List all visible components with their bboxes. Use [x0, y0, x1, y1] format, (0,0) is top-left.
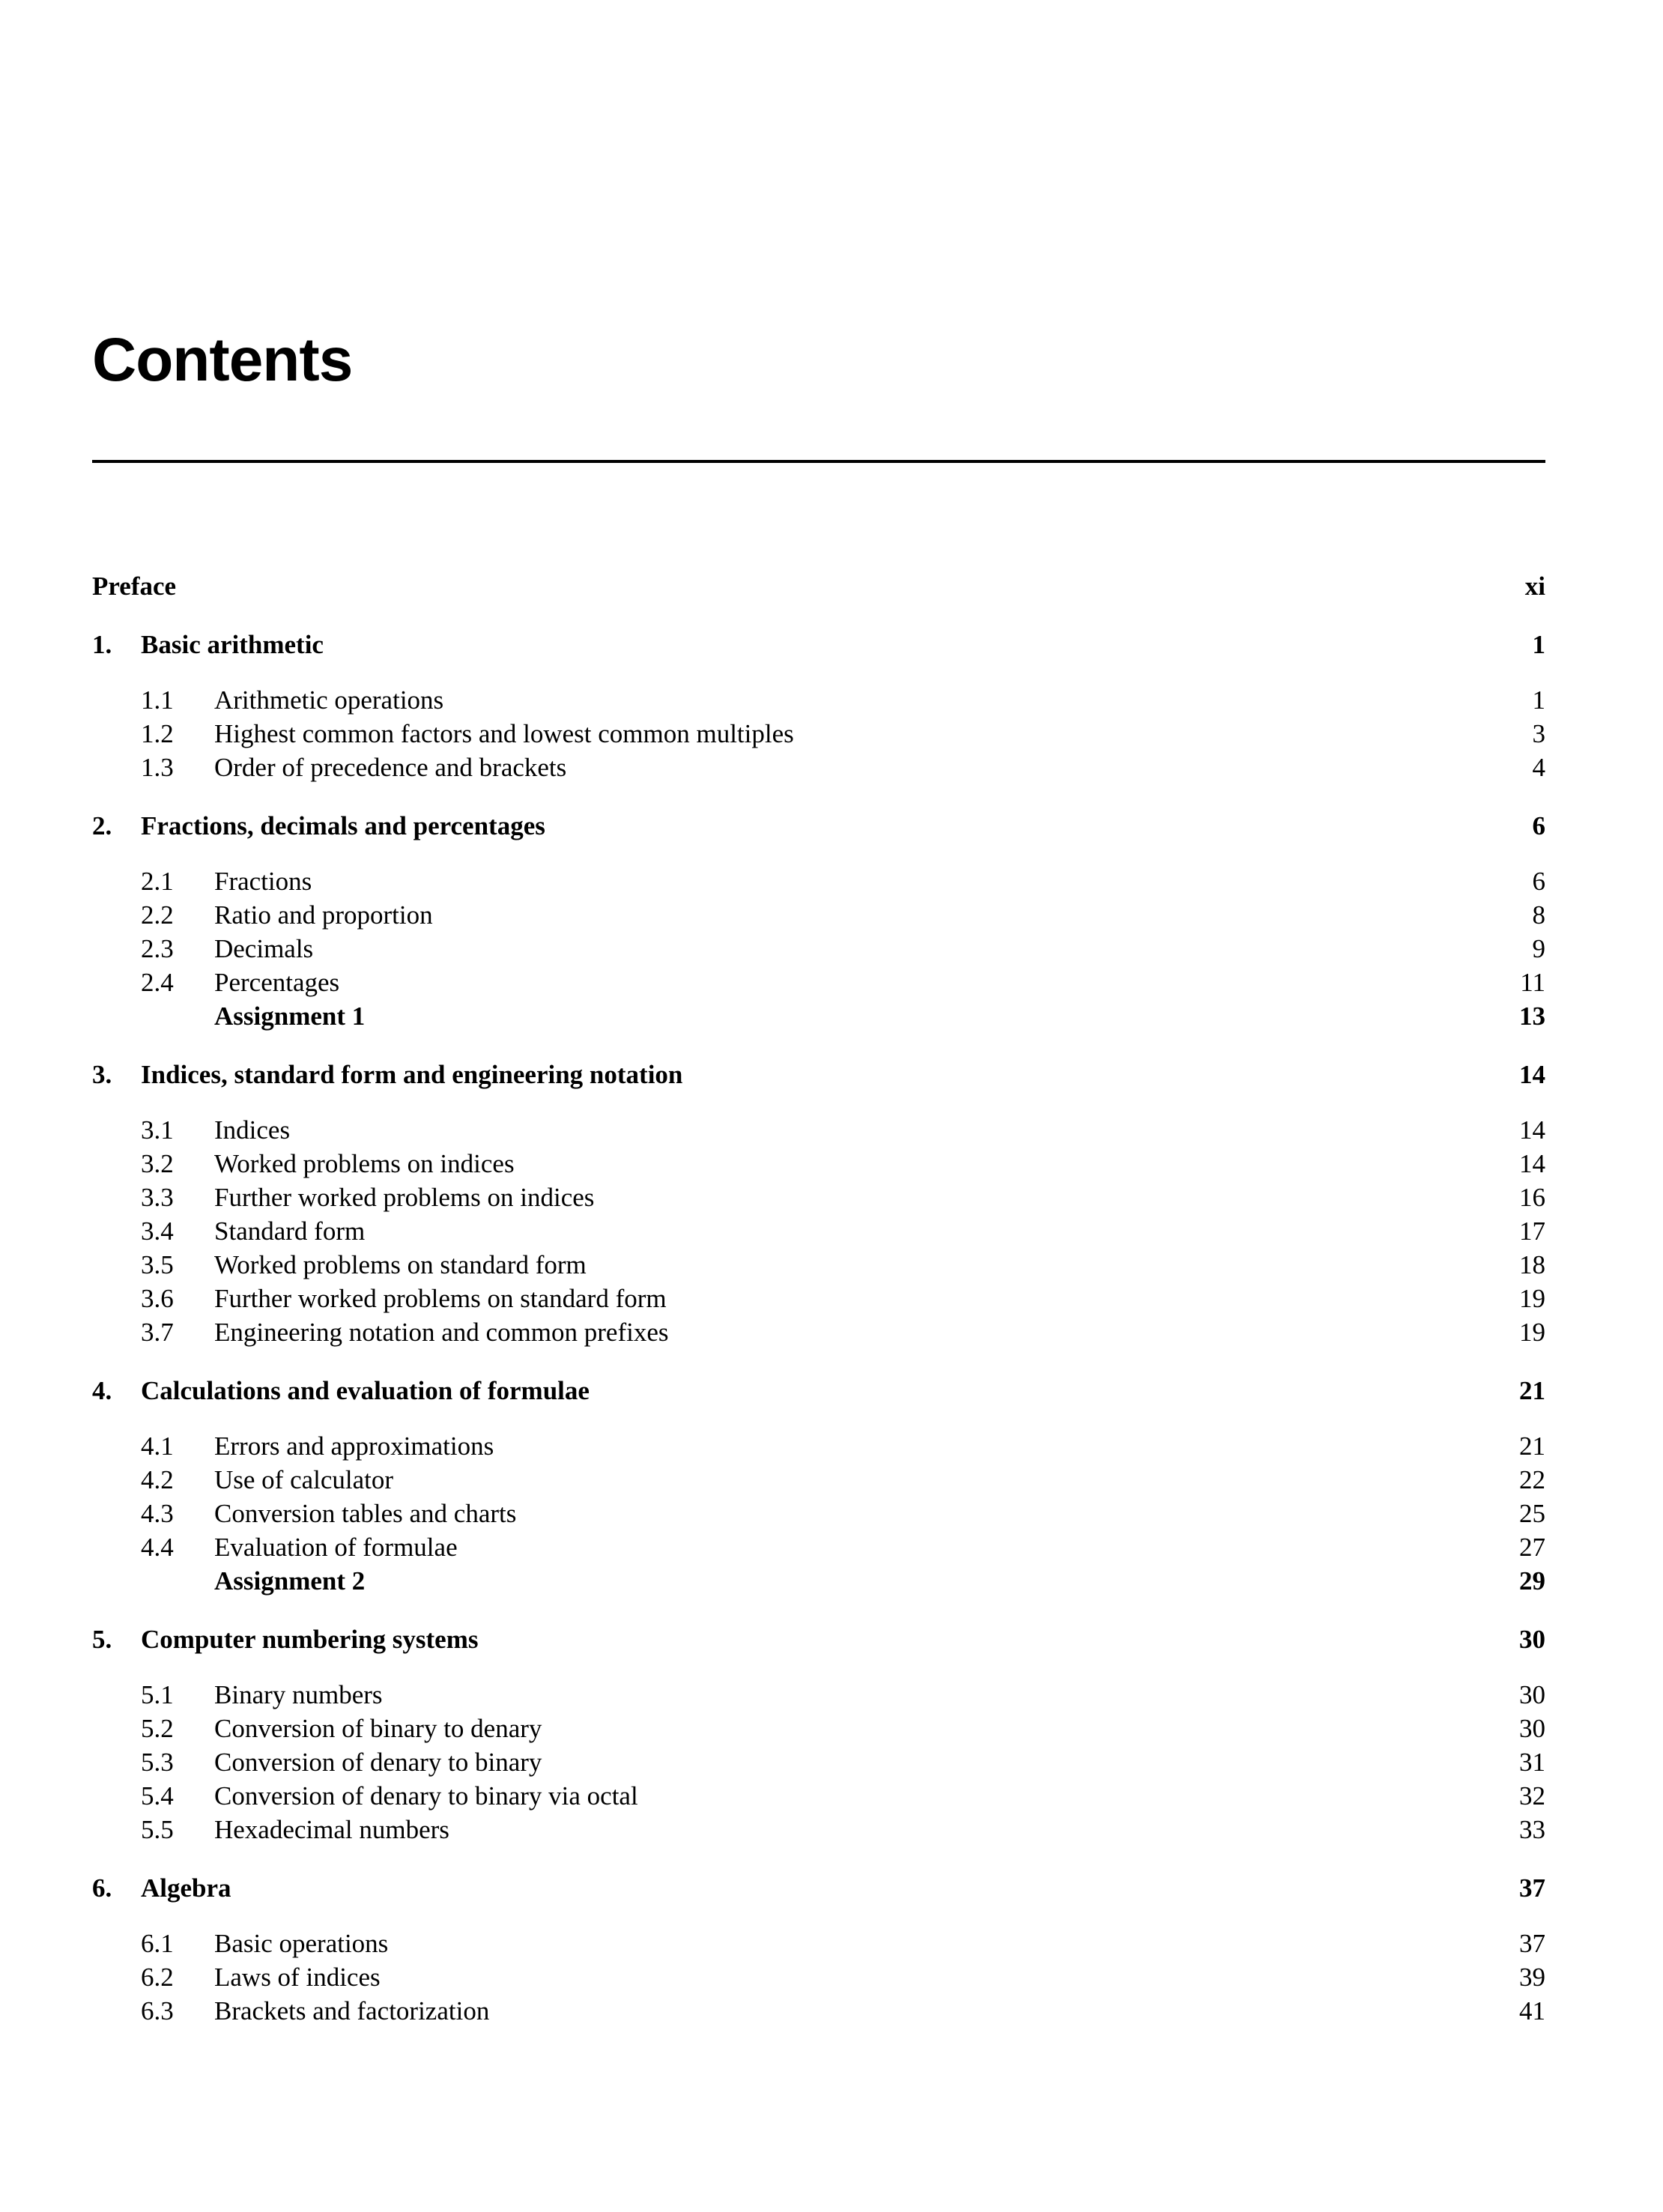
assignment-title: Assignment 1 — [214, 1002, 366, 1031]
toc-page-number: 14 — [1519, 1115, 1545, 1145]
section-number: 6.3 — [141, 1996, 174, 2025]
toc-page-number: 17 — [1519, 1216, 1545, 1246]
toc-section-1-3[interactable] — [92, 751, 1545, 784]
toc-page-number: 9 — [1532, 934, 1545, 963]
toc-section-5-1[interactable] — [92, 1678, 1545, 1712]
toc-page-number: 16 — [1519, 1183, 1545, 1212]
section-number: 3.1 — [141, 1115, 174, 1145]
toc-chapter-1[interactable] — [92, 628, 1545, 661]
section-number: 2.4 — [141, 968, 174, 997]
section-title: Conversion of binary to denary — [214, 1714, 542, 1743]
toc-section-3-4[interactable] — [92, 1214, 1545, 1248]
section-number: 1.2 — [141, 719, 174, 748]
section-title: Fractions — [214, 867, 312, 896]
chapter-number: 3. — [92, 1060, 112, 1089]
section-number: 3.5 — [141, 1250, 174, 1279]
toc-entry-label: Preface — [92, 572, 177, 601]
toc-chapter-4[interactable] — [92, 1374, 1545, 1408]
title-divider — [92, 460, 1545, 463]
chapter-number: 4. — [92, 1376, 112, 1405]
toc-page-number: 14 — [1519, 1149, 1545, 1178]
section-number: 4.1 — [141, 1431, 174, 1461]
section-number: 3.4 — [141, 1216, 174, 1246]
toc-entry-preface[interactable] — [92, 569, 1545, 603]
toc-section-6-3[interactable] — [92, 1994, 1545, 2028]
toc-section-4-1[interactable] — [92, 1429, 1545, 1463]
section-title: Errors and approximations — [214, 1431, 494, 1461]
toc-page-number: 30 — [1519, 1714, 1545, 1743]
section-title: Further worked problems on standard form — [214, 1284, 667, 1313]
toc-page-number: 41 — [1519, 1996, 1545, 2025]
toc-section-2-1[interactable] — [92, 864, 1545, 898]
section-number: 3.7 — [141, 1318, 174, 1347]
toc-page-number: 19 — [1519, 1318, 1545, 1347]
section-title: Decimals — [214, 934, 314, 963]
toc-section-2-2[interactable] — [92, 898, 1545, 932]
toc-chapter-3[interactable] — [92, 1058, 1545, 1091]
section-title: Order of precedence and brackets — [214, 753, 567, 782]
toc-section-4-3[interactable] — [92, 1497, 1545, 1530]
section-number: 2.2 — [141, 900, 174, 930]
section-number: 4.2 — [141, 1465, 174, 1494]
section-title: Laws of indices — [214, 1963, 381, 1992]
section-title: Arithmetic operations — [214, 685, 444, 715]
toc-section-1-2[interactable] — [92, 717, 1545, 751]
toc-section-3-3[interactable] — [92, 1181, 1545, 1214]
section-title: Hexadecimal numbers — [214, 1815, 449, 1844]
toc-section-5-3[interactable] — [92, 1745, 1545, 1779]
toc-page-number: 4 — [1532, 753, 1545, 782]
section-number: 4.4 — [141, 1533, 174, 1562]
section-title: Highest common factors and lowest common multiples — [214, 719, 794, 748]
toc-section-4-2[interactable] — [92, 1463, 1545, 1497]
table-of-contents — [92, 569, 1545, 2028]
toc-assignment[interactable] — [92, 1564, 1545, 1598]
section-title: Binary numbers — [214, 1680, 383, 1709]
toc-section-2-3[interactable] — [92, 932, 1545, 966]
section-title: Conversion of denary to binary via octal — [214, 1781, 638, 1810]
toc-page-number: 25 — [1519, 1499, 1545, 1528]
toc-page-number: 22 — [1519, 1465, 1545, 1494]
section-title: Engineering notation and common prefixes — [214, 1318, 669, 1347]
toc-page-number: 6 — [1532, 867, 1545, 896]
toc-page-number: 19 — [1519, 1284, 1545, 1313]
toc-page-number: 30 — [1519, 1680, 1545, 1709]
toc-page-number: 37 — [1519, 1873, 1545, 1903]
section-title: Further worked problems on indices — [214, 1183, 595, 1212]
section-number: 6.1 — [141, 1929, 174, 1958]
toc-page-number: 27 — [1519, 1533, 1545, 1562]
section-number: 3.2 — [141, 1149, 174, 1178]
toc-section-5-2[interactable] — [92, 1712, 1545, 1745]
chapter-title: Calculations and evaluation of formulae — [141, 1376, 590, 1405]
chapter-number: 6. — [92, 1873, 112, 1903]
toc-section-2-4[interactable] — [92, 966, 1545, 999]
chapter-number: 5. — [92, 1625, 112, 1654]
section-title: Worked problems on indices — [214, 1149, 515, 1178]
toc-page-number: 11 — [1520, 968, 1545, 997]
section-title: Conversion of denary to binary — [214, 1748, 542, 1777]
section-number: 5.1 — [141, 1680, 174, 1709]
toc-page-number: 30 — [1519, 1625, 1545, 1654]
section-title: Use of calculator — [214, 1465, 394, 1494]
toc-page-number: 18 — [1519, 1250, 1545, 1279]
toc-section-3-7[interactable] — [92, 1315, 1545, 1349]
toc-page-number: 32 — [1519, 1781, 1545, 1810]
toc-page-number: 21 — [1519, 1376, 1545, 1405]
page-title: Contents — [92, 326, 353, 394]
section-title: Conversion tables and charts — [214, 1499, 517, 1528]
section-title: Brackets and factorization — [214, 1996, 490, 2025]
assignment-title: Assignment 2 — [214, 1566, 366, 1596]
section-title: Worked problems on standard form — [214, 1250, 587, 1279]
chapter-title: Basic arithmetic — [141, 630, 324, 659]
section-number: 1.3 — [141, 753, 174, 782]
chapter-title: Computer numbering systems — [141, 1625, 479, 1654]
chapter-title: Algebra — [141, 1873, 231, 1903]
section-number: 6.2 — [141, 1963, 174, 1992]
section-number: 2.3 — [141, 934, 174, 963]
toc-page-number: 1 — [1532, 630, 1545, 659]
toc-section-3-5[interactable] — [92, 1248, 1545, 1282]
toc-section-6-1[interactable] — [92, 1927, 1545, 1960]
section-title: Basic operations — [214, 1929, 389, 1958]
section-title: Percentages — [214, 968, 340, 997]
toc-section-3-1[interactable] — [92, 1113, 1545, 1147]
section-title: Standard form — [214, 1216, 366, 1246]
section-number: 5.5 — [141, 1815, 174, 1844]
toc-page-number: 6 — [1532, 811, 1545, 840]
section-title: Indices — [214, 1115, 291, 1145]
chapter-title: Indices, standard form and engineering notation — [141, 1060, 683, 1089]
toc-page-number: 14 — [1519, 1060, 1545, 1089]
toc-page-number: 33 — [1519, 1815, 1545, 1844]
toc-section-5-4[interactable] — [92, 1779, 1545, 1813]
toc-page-number: 39 — [1519, 1963, 1545, 1992]
toc-page-number: 3 — [1532, 719, 1545, 748]
toc-page-number: 21 — [1519, 1431, 1545, 1461]
toc-section-1-1[interactable] — [92, 683, 1545, 717]
toc-page-number: 13 — [1519, 1002, 1545, 1031]
chapter-number: 1. — [92, 630, 112, 659]
toc-section-6-2[interactable] — [92, 1960, 1545, 1994]
toc-chapter-5[interactable] — [92, 1622, 1545, 1656]
section-number: 1.1 — [141, 685, 174, 715]
toc-section-4-4[interactable] — [92, 1530, 1545, 1564]
section-number: 5.4 — [141, 1781, 174, 1810]
toc-assignment[interactable] — [92, 999, 1545, 1033]
section-title: Ratio and proportion — [214, 900, 433, 930]
section-number: 3.3 — [141, 1183, 174, 1212]
toc-section-3-6[interactable] — [92, 1282, 1545, 1315]
section-number: 4.3 — [141, 1499, 174, 1528]
toc-page-number: 8 — [1532, 900, 1545, 930]
toc-page-number: xi — [1524, 572, 1545, 601]
chapter-number: 2. — [92, 811, 112, 840]
toc-section-3-2[interactable] — [92, 1147, 1545, 1181]
section-number: 5.2 — [141, 1714, 174, 1743]
toc-chapter-2[interactable] — [92, 809, 1545, 843]
section-number: 3.6 — [141, 1284, 174, 1313]
toc-page-number: 1 — [1532, 685, 1545, 715]
toc-page-number: 29 — [1519, 1566, 1545, 1596]
toc-page-number: 37 — [1519, 1929, 1545, 1958]
section-number: 5.3 — [141, 1748, 174, 1777]
section-title: Evaluation of formulae — [214, 1533, 458, 1562]
toc-section-5-5[interactable] — [92, 1813, 1545, 1846]
toc-page-number: 31 — [1519, 1748, 1545, 1777]
chapter-title: Fractions, decimals and percentages — [141, 811, 545, 840]
section-number: 2.1 — [141, 867, 174, 896]
toc-chapter-6[interactable] — [92, 1871, 1545, 1905]
